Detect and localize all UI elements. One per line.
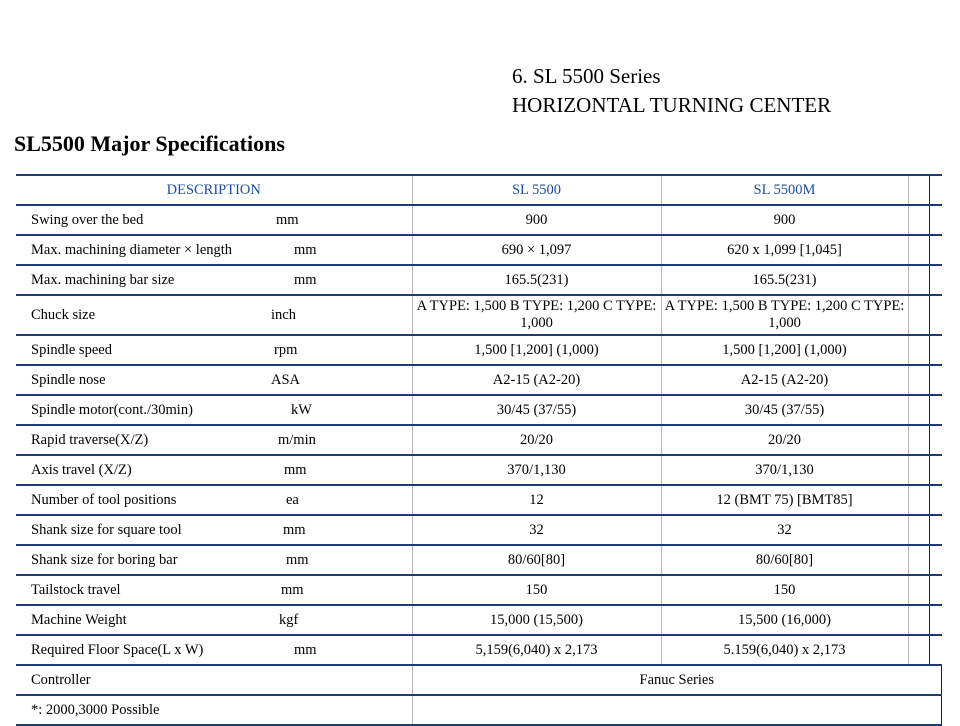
blank-cell [908,395,929,425]
spec-table-body [16,205,942,665]
table-row [16,295,942,335]
edge-cell [929,545,942,575]
header-blank [908,175,929,205]
table-row [16,265,942,295]
spec-value-sl5500: A TYPE: 1,500 B TYPE: 1,200 C TYPE: 1,000 [412,295,661,335]
spec-table [16,174,942,726]
edge-cell [929,235,942,265]
spec-unit: kW [291,401,312,418]
blank-cell [908,635,929,665]
spec-value-sl5500m: 370/1,130 [661,455,908,485]
spec-value-sl5500m: 1,500 [1,200] (1,000) [661,335,908,365]
table-row [16,545,942,575]
spec-label: Shank size for boring bar [31,551,178,568]
spec-value-sl5500: 15,000 (15,500) [412,605,661,635]
spec-label: Axis travel (X/Z) [31,461,132,478]
spec-label: Spindle nose [31,371,106,388]
spec-value-sl5500m: A2-15 (A2-20) [661,365,908,395]
spec-label: Machine Weight [31,611,127,628]
spec-value-sl5500: 150 [412,575,661,605]
footnote-row [16,695,942,725]
blank-cell [908,515,929,545]
blank-cell [908,265,929,295]
spec-value-sl5500: A2-15 (A2-20) [412,365,661,395]
spec-description [16,365,412,395]
spec-value-sl5500: 1,500 [1,200] (1,000) [412,335,661,365]
spec-unit: mm [286,551,309,568]
table-row [16,575,942,605]
spec-description [16,605,412,635]
blank-cell [908,605,929,635]
spec-label: Shank size for square tool [31,521,182,538]
document-heading [512,62,831,120]
spec-value-sl5500: 690 × 1,097 [412,235,661,265]
spec-description [16,635,412,665]
spec-value-sl5500m: 5.159(6,040) x 2,173 [661,635,908,665]
blank-cell [908,235,929,265]
spec-label: Required Floor Space(L x W) [31,641,204,658]
spec-description [16,295,412,335]
spec-unit: ea [286,491,299,508]
spec-value-sl5500: 900 [412,205,661,235]
edge-cell [929,575,942,605]
section-title: SL5500 Major Specifications [14,131,285,156]
table-row [16,515,942,545]
spec-label: Swing over the bed [31,211,144,228]
blank-cell [908,335,929,365]
blank-cell [908,485,929,515]
header-description: DESCRIPTION [166,181,261,198]
spec-unit: mm [284,461,307,478]
edge-cell [929,455,942,485]
edge-cell [929,205,942,235]
spec-label: Max. machining diameter × length [31,241,233,258]
spec-description [16,515,412,545]
spec-description [16,205,412,235]
footnote: *: 2000,3000 Possible [31,701,160,718]
machine-type-title: HORIZONTAL TURNING CENTER [512,93,832,117]
spec-label: Number of tool positions [31,491,177,508]
spec-value-sl5500m: A TYPE: 1,500 B TYPE: 1,200 C TYPE: 1,000 [661,295,908,335]
edge-cell [929,335,942,365]
spec-label: Chuck size [31,306,96,323]
header-edge [929,175,942,205]
spec-description [16,265,412,295]
spec-label: Tailstock travel [31,581,121,598]
table-row [16,485,942,515]
edge-cell [929,295,942,335]
spec-value-sl5500: 32 [412,515,661,545]
spec-label: Spindle motor(cont./30min) [31,401,193,418]
spec-unit: kgf [279,611,299,628]
table-row [16,455,942,485]
controller-label: Controller [31,671,91,688]
spec-unit: rpm [274,341,298,358]
spec-value-sl5500m: 620 x 1,099 [1,045] [661,235,908,265]
blank-cell [908,455,929,485]
edge-cell [929,265,942,295]
spec-description [16,395,412,425]
edge-cell [929,425,942,455]
spec-value-sl5500m: 30/45 (37/55) [661,395,908,425]
blank-cell [908,575,929,605]
edge-cell [929,485,942,515]
blank-cell [908,425,929,455]
table-header-row [16,175,942,205]
spec-label: Spindle speed [31,341,112,358]
blank-cell [908,205,929,235]
spec-value-sl5500m: 15,500 (16,000) [661,605,908,635]
table-row [16,425,942,455]
spec-unit: mm [294,241,317,258]
spec-description [16,485,412,515]
edge-cell [929,515,942,545]
spec-unit: inch [271,306,296,323]
edge-cell [929,635,942,665]
table-row [16,605,942,635]
spec-value-sl5500m: 900 [661,205,908,235]
table-row [16,335,942,365]
spec-unit: mm [281,581,304,598]
edge-cell [929,605,942,635]
spec-unit: ASA [271,371,301,388]
spec-value-sl5500: 5,159(6,040) x 2,173 [412,635,661,665]
controller-value: Fanuc Series [412,665,942,695]
table-row [16,395,942,425]
spec-value-sl5500m: 80/60[80] [661,545,908,575]
controller-row [16,665,942,695]
table-row [16,365,942,395]
spec-unit: m/min [278,431,316,448]
edge-cell [929,395,942,425]
header-sl5500: SL 5500 [412,175,661,205]
spec-value-sl5500: 165.5(231) [412,265,661,295]
spec-label: Rapid traverse(X/Z) [31,431,149,448]
spec-description [16,455,412,485]
spec-label: Max. machining bar size [31,271,175,288]
spec-value-sl5500m: 165.5(231) [661,265,908,295]
blank-cell [908,545,929,575]
blank-cell [908,295,929,335]
spec-unit: mm [283,521,306,538]
table-row [16,635,942,665]
spec-description [16,425,412,455]
spec-value-sl5500: 80/60[80] [412,545,661,575]
spec-value-sl5500: 370/1,130 [412,455,661,485]
spec-unit: mm [294,641,317,658]
spec-description [16,575,412,605]
spec-value-sl5500: 30/45 (37/55) [412,395,661,425]
edge-cell [929,365,942,395]
spec-value-sl5500m: 12 (BMT 75) [BMT85] [661,485,908,515]
spec-description [16,235,412,265]
series-title: 6. SL 5500 Series [512,64,661,88]
spec-value-sl5500m: 32 [661,515,908,545]
spec-value-sl5500: 20/20 [412,425,661,455]
spec-description [16,545,412,575]
spec-description [16,335,412,365]
table-row [16,235,942,265]
header-sl5500m: SL 5500M [661,175,908,205]
table-row [16,205,942,235]
spec-unit: mm [276,211,299,228]
spec-unit: mm [294,271,317,288]
footnote-blank [412,695,942,725]
blank-cell [908,365,929,395]
spec-value-sl5500m: 20/20 [661,425,908,455]
spec-value-sl5500m: 150 [661,575,908,605]
spec-value-sl5500: 12 [412,485,661,515]
